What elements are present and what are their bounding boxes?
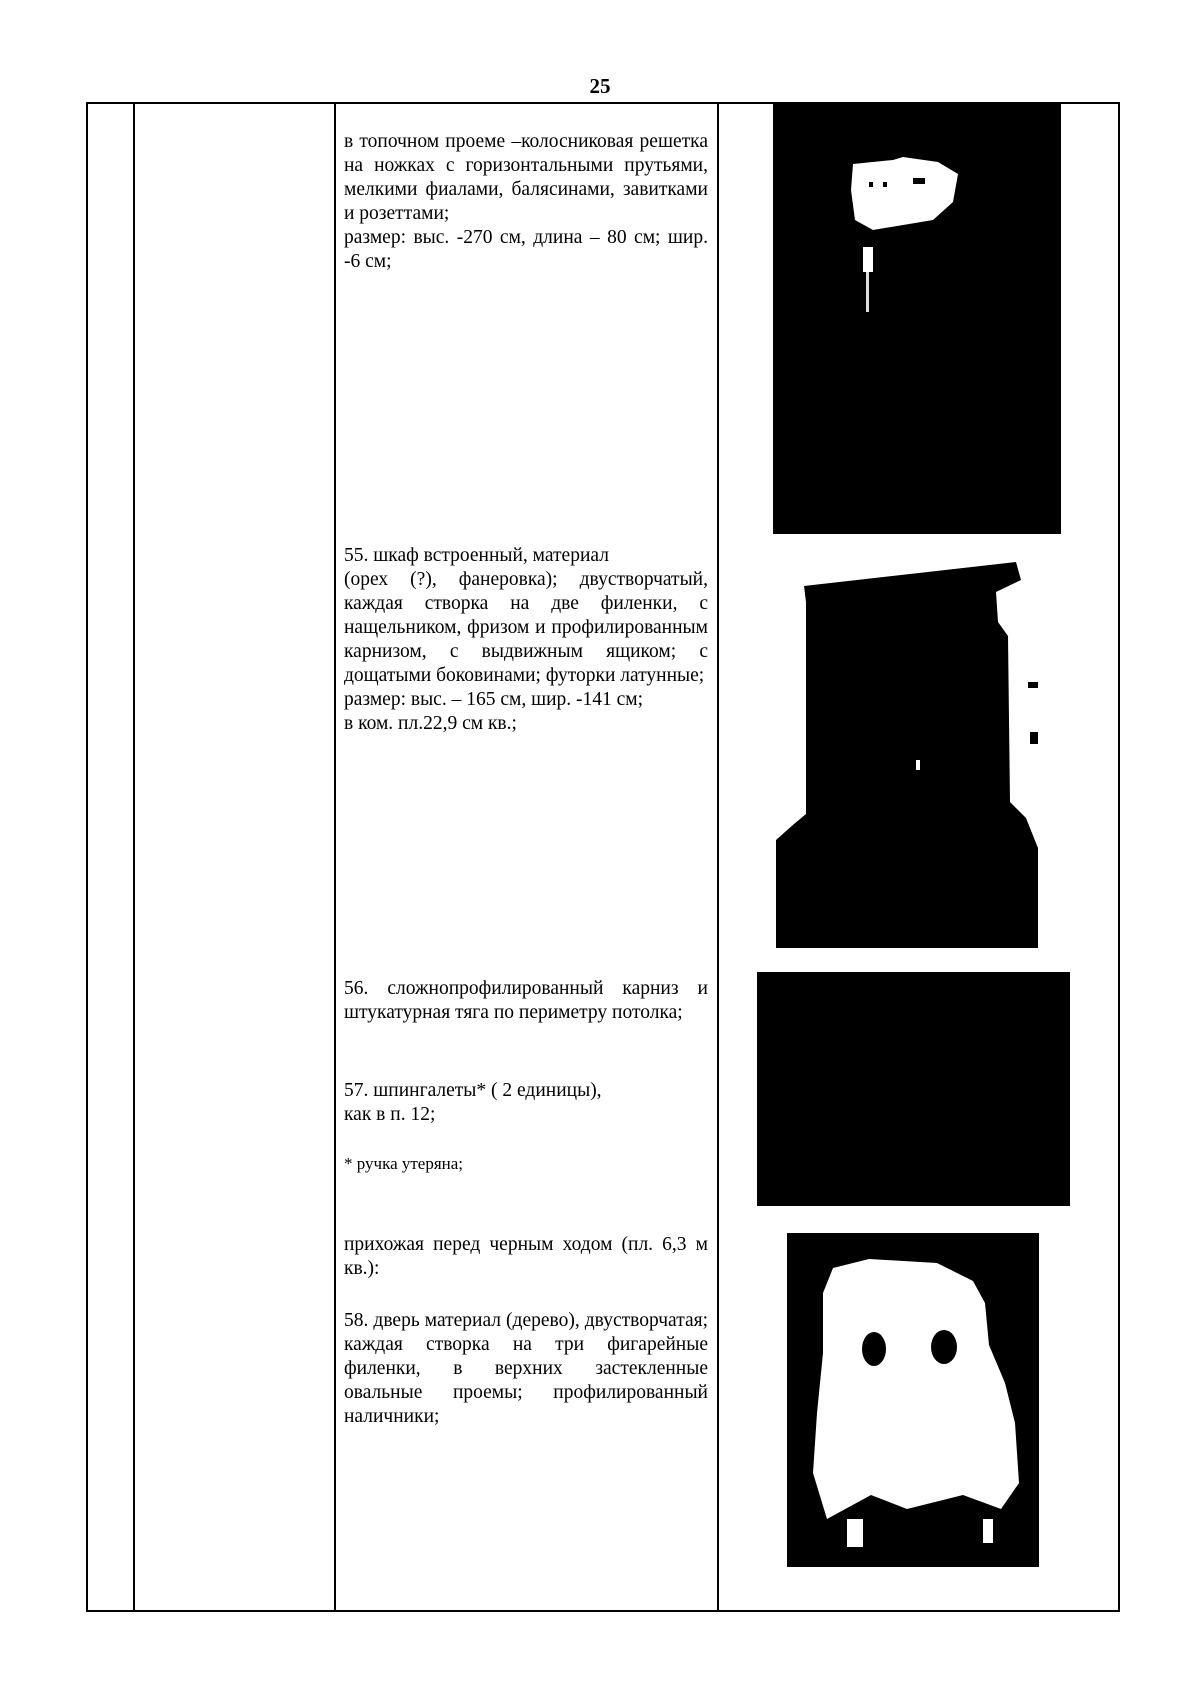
column-divider-1 — [133, 102, 135, 1612]
latches-reference: как в п. 12; — [344, 1104, 436, 1125]
fireplace-grate-photo — [773, 102, 1061, 534]
cabinet-size: размер: выс. – 165 см, шир. -141 см; — [344, 689, 644, 710]
cabinet-room: в ком. пл.22,9 см кв.; — [344, 713, 517, 734]
cabinet-text: (орех (?), фанеровка); двустворчатый, каждая створка на две филенки, с нащельником, фризом и профилированным карнизом, с выдвижным ящиком; с дощатыми боковинами; футорки латунные; — [344, 569, 708, 686]
grate-size: размер: выс. -270 см, длина – 80 см; шир. -6 см; — [344, 227, 708, 272]
grate-description — [344, 130, 708, 274]
latches-description — [344, 1079, 708, 1127]
cabinet-title: 55. шкаф встроенный, материал — [344, 545, 609, 566]
cornice-photo — [757, 972, 1070, 1206]
cornice-description: 56. сложнопрофилированный карниз и штукатурная тяга по периметру потолка; — [344, 978, 708, 1023]
cabinet-photo — [776, 562, 1058, 948]
latches-note: * ручка утеряна; — [344, 1154, 464, 1173]
latches-title: 57. шпингалеты* ( 2 единицы), — [344, 1080, 602, 1101]
column-divider-3 — [717, 102, 719, 1612]
door-photo — [787, 1233, 1039, 1567]
column-divider-2 — [334, 102, 336, 1612]
page-number: 25 — [589, 74, 611, 98]
hallway-heading: прихожая перед черным ходом (пл. 6,3 м кв.): — [344, 1234, 708, 1279]
grate-text: в топочном проеме –колосниковая решетка на ножках с горизонтальными прутьями, мелкими фиалами, балясинами, завитками и розеттами; — [344, 131, 708, 224]
door-description: 58. дверь материал (дерево), двустворчатая; каждая створка на три фигарейные филенки, в верхних застекленные овальные проемы; профилированный наличники; — [344, 1310, 708, 1427]
cabinet-description — [344, 544, 708, 736]
